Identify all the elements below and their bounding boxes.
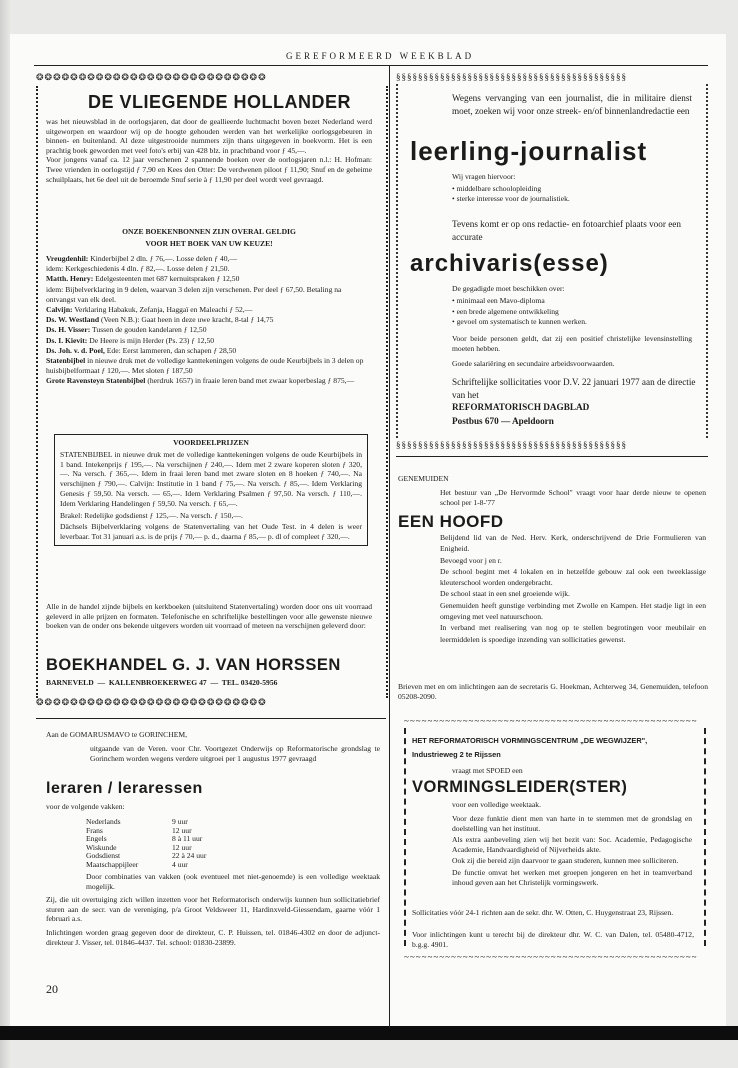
vak-name: Engels — [86, 834, 107, 844]
vliegende-intro: was het nieuwsblad in de oorlogsjaren, dat door de geallieerde luchtmacht boven bezet Nederland werd uitgeworpen en waardoor wij op de hoogte gehouden werden van het werkelijke oorlogsgebeuren in binnen- en buitenland. Al deze uitgestrooide nummers zijn thans uitgegeven in boekvorm. Het is een prachtig boek geworden met veel foto's erbij van 428 blz. in prachtband voor ƒ 45,—. — [46, 117, 372, 155]
book-entry — [46, 376, 372, 386]
ornament-border-top: ❂❂❂❂❂❂❂❂❂❂❂❂❂❂❂❂❂❂❂❂❂❂❂❂❂❂❂ — [36, 72, 267, 82]
book-entry — [46, 325, 372, 335]
genemuiden-brieven: Brieven met en om inlichtingen aan de secretaris G. Hoekman, Achterweg 34, Genemuiden, telefoon 05208-2090. — [398, 682, 708, 701]
voordeelprijzen-p1: STATENBIJBEL in nieuwe druk met de volledige kanttekeningen volgens de oude Keurbijbels in 1 band. Intekenprijs ƒ 195,—. Na verschijnen ƒ 240,—. Idem met 2 zware koperen sloten ƒ 320,—. Na versch. ƒ 365,—. Idem in fraai leren band met zware sloten en 8 hoeken ƒ 740,—. Na verschijnen ƒ 790,—. Calvijn: Institutie in 1 band ƒ 75,—. Na versch. ƒ 85,—. Idem Verklaring Genesis ƒ 59,50. Na versch. — 65,—. Idem Verklaring Psalmen ƒ 97,50. Na versch. ƒ 110,—. Idem Verklaring Handelingen ƒ 59,50. Na versch. ƒ 65,—. — [60, 449, 362, 508]
dash-border-left — [404, 728, 412, 946]
ornament-border-left — [36, 86, 44, 698]
wegwijzer-line: Voor deze funktie dient men van harte in te stemmen met de grondslag en doelstelling van het instituut. — [452, 814, 692, 833]
leerling-intro: Wegens vervanging van een journalist, die in militaire dienst moet, zoeken wij voor onze streek- en/of binnenlandredactie een — [452, 93, 692, 116]
leerling-vragen: Wij vragen hiervoor: — [452, 172, 516, 181]
wave-border-left — [396, 84, 406, 438]
voordeelprijzen-p3: Dächsels Bijbelverklaring volgens de Statenvertaling van het Oude Test. in 4 delen is weer leverbaar. Tot 31 januari a.s. is de prijs ƒ 70,— p. d., daarna ƒ 85,— p. dl of compleet ƒ 320,—. — [60, 522, 362, 542]
requirement-item: • sterke interesse voor de journalistiek. — [452, 194, 570, 204]
leerling-tevens: Tevens komt er op ons redactie- en fotoarchief plaats voor een accurate — [452, 219, 681, 242]
horssen-text: Alle in de handel zijnde bijbels en kerkboeken (uitsluitend Statenvertaling) worden door ons uit voorraad geleverd in alle prijzen en formaten. Telefonische en schriftelijke bestellingen voor alle gewenste nieuwe boeken van de onder ons bekende uitgevers worden uit voorraad of meteen na verschijnen geleverd door: — [46, 602, 372, 631]
scan-bottom-border — [0, 1026, 738, 1040]
genemuiden-line: Genemuiden heeft gunstige verbinding met Zwolle en Kampen. Het stadje ligt in een omgeving met veel natuurschoon. — [440, 600, 706, 622]
genemuiden-intro: Het bestuur van „De Hervormde School" vraagt voor haar derde nieuw te openen school per 1-8-'77 — [440, 488, 706, 507]
book-author: Grote Ravensteyn Statenbijbel — [46, 376, 146, 386]
voordeelprijzen-p2: Brakel: Redelijke godsdienst ƒ 125,—. Na versch. ƒ 150,—. — [60, 510, 243, 520]
book-author: Statenbijbel — [46, 356, 86, 366]
book-author: Ds. I. Kievit: — [46, 335, 88, 345]
wegwijzer-details — [452, 814, 692, 887]
boekenbonnen-notice — [46, 226, 372, 250]
book-entry — [46, 346, 372, 356]
book-text: (Veen N.B.): Gaat heen in deze uwe kracht, 8-tal ƒ 14,75 — [99, 315, 274, 325]
leerling-company: REFORMATORISCH DAGBLAD — [452, 402, 590, 412]
wave-border-right — [698, 84, 708, 438]
vak-name: Frans — [86, 825, 103, 835]
vak-name: Godsdienst — [86, 851, 121, 861]
horssen-address: BARNEVELD — KALLENBROEKERWEG 47 — TEL. 03420-5956 — [46, 678, 278, 687]
book-text: in nieuwe druk met de volledige kanttekeningen volgens de oude Keurbijbels in 3 delen op huisbijbelformaat ƒ 120,—. Met sloten ƒ 187,50 — [46, 356, 364, 376]
section-rule — [396, 456, 708, 457]
wegwijzer-heading: VORMINGSLEIDER(STER) — [412, 778, 628, 796]
vak-hours: 12 uur — [172, 842, 192, 852]
vak-hours: 4 uur — [172, 859, 188, 869]
book-entry — [46, 274, 372, 284]
archivaris-heading: archivaris(esse) — [410, 250, 609, 277]
voordeelprijzen-box — [54, 434, 368, 546]
leerling-voorkeur: Voor beide personen geldt, dat zij een positief christelijke levensinstelling moeten hebben. — [452, 334, 692, 353]
book-entry — [46, 285, 372, 305]
book-text: Edelgesteenten met 687 kernuitspraken ƒ 12,50 — [93, 274, 240, 284]
genemuiden-place: GENEMUIDEN — [398, 474, 449, 483]
book-text: idem: Kerkgeschiedenis 4 dln. ƒ 82,—. Losse delen ƒ 21,50. — [46, 264, 230, 274]
book-text: Tussen de gouden kandelaren ƒ 12,50 — [90, 325, 207, 335]
book-author: Vreugdenhil: — [46, 254, 89, 263]
ornament-border-bottom: ❂❂❂❂❂❂❂❂❂❂❂❂❂❂❂❂❂❂❂❂❂❂❂❂❂❂❂ — [36, 697, 267, 707]
book-entry — [46, 305, 372, 315]
vak-hours: 12 uur — [172, 825, 192, 835]
book-author: Ds. Joh. v. d. Poel, — [46, 345, 105, 355]
boekenbonnen-line-2: VOOR HET BOEK VAN UW KEUZE! — [145, 239, 273, 248]
vakken-table — [86, 818, 206, 870]
gomarus-line-2: uitgaande van de Veren. voor Chr. Voortgezet Onderwijs op Reformatorische grondslag te Gorinchem worden wegens verdere uitgroei per 1 augustus 1977 gevraagd — [90, 744, 380, 763]
vak-name: Maatschappijleer — [86, 859, 139, 869]
wegwijzer-line: Ook zij die bereid zijn daarvoor te gaan studeren, kunnen mee solliciteren. — [452, 856, 679, 866]
leerling-schriftelijk: Schriftelijke sollicitaties voor D.V. 22 januari 1977 aan de directie van het — [452, 377, 696, 400]
wegwijzer-line: Als extra aanbeveling zien wij het bezit van: Soc. Academie, Pedagogische Academie, Handvaardigheid of Nijverheids akte. — [452, 835, 692, 854]
vliegende-hollander-title: DE VLIEGENDE HOLLANDER — [88, 92, 352, 112]
wegwijzer-address: Industrieweg 2 te Rijssen — [412, 750, 501, 759]
wegwijzer-org: HET REFORMATORISCH VORMINGSCENTRUM „DE WEGWIJZER", — [412, 736, 648, 745]
dash-border-right — [698, 728, 706, 946]
book-text: (herdruk 1657) in fraaie leren band met zwaar koperbeslag ƒ 875,— — [145, 376, 355, 386]
section-rule — [36, 718, 386, 719]
wegwijzer-inlichtingen: Voor inlichtingen kunt u terecht bij de direkteur dhr. W. C. van Dalen, tel. 05480-4712, b.g.g. 4901. — [412, 930, 694, 949]
requirement-item: • gevoel om systematisch te kunnen werken. — [452, 317, 587, 328]
book-list — [46, 254, 372, 387]
genemuiden-line: Belijdend lid van de Ned. Herv. Kerk, onderschrijvend de Drie Formulieren van Enigheid. — [440, 533, 706, 554]
genemuiden-line: In verband met realisering van nog op te stellen begrotingen voor meubilair en leermiddelen is spoedige inzending van sollicitaties gewenst. — [440, 623, 706, 644]
vliegende-intro-2: Voor jongens vanaf ca. 12 jaar verschenen 2 spannende boeken over de oorlogsjaren n.l.: H. Hofman: Twee vrienden in oorlogstijd ƒ 7,90 en Kees den Otter: De verdwenen piloot ƒ 11,90; Snuf en de geheime schuilplaats, het 6e deel uit de beroemde Snuf serie à ƒ 11,90 per deel wordt veel gevraagd. — [46, 155, 372, 184]
wegwijzer-weektaak: voor een volledige weektaak. — [452, 800, 541, 809]
wegwijzer-vraagt: vraagt met SPOED een — [452, 766, 523, 775]
gomarus-sollicitatie: Zij, die uit overtuiging zich willen inzetten voor het Reformatorisch onderwijs kunnen hun sollicitatiebrief sturen aan de secr. van de vereniging, p/a Groot Veldsweer 11, Hardinxveld-Giessendam, gaarne vóór 1 februari a.s. — [46, 895, 380, 924]
archivaris-requirements — [452, 296, 587, 328]
wegwijzer-line: De functie omvat het werken met groepen jongeren en het in teamverband inhoud geven aan het Christelijk vormingswerk. — [452, 867, 692, 887]
genemuiden-heading: EEN HOOFD — [398, 512, 504, 531]
wave-border-top: §§§§§§§§§§§§§§§§§§§§§§§§§§§§§§§§§§§§§§§§§§ — [396, 72, 627, 82]
book-author: Matth. Henry: — [46, 274, 94, 284]
genemuiden-line: De school staat in een snel groeiende wijk. — [440, 589, 570, 599]
book-author: Calvijn: — [46, 305, 73, 315]
page-number: 20 — [46, 982, 58, 996]
gomarus-vakken-intro: voor de volgende vakken: — [46, 802, 125, 811]
vak-hours: 9 uur — [172, 817, 188, 826]
requirement-item: • minimaal een Mavo-diploma — [452, 296, 587, 307]
gomarus-inlichtingen: Inlichtingen worden graag gegeven door de direkteur, C. P. Huissen, tel. 01846-4302 en door de adjunct-direkteur J. Visser, tel. 01846-4437. Tel. school: 01830-23899. — [46, 928, 380, 947]
ornament-border-right — [380, 86, 388, 698]
book-text: De Heere is mijn Herder (Ps. 23) ƒ 12,50 — [87, 335, 215, 345]
book-text: Kinderbijbel 2 dln. ƒ 76,—. Losse delen ƒ 40,— — [88, 254, 238, 263]
gomarus-combinaties: Door combinaties van vakken (ook eventueel met niet-genoemde) is een volledige weektaak mogelijk. — [86, 872, 380, 891]
genemuiden-line: Bevoegd voor j en r. — [440, 555, 502, 565]
boekenbonnen-line-1: ONZE BOEKENBONNEN ZIJN OVERAL GELDIG — [122, 227, 296, 236]
book-entry — [46, 264, 372, 274]
book-author: Ds. W. Westland — [46, 315, 100, 325]
horssen-shop-name: BOEKHANDEL G. J. VAN HORSSEN — [46, 656, 341, 674]
book-text: idem: Bijbelverklaring in 9 delen, waarvan 3 delen zijn verschenen. Per deel ƒ 67,50. Betaling na ontvangst van elk deel. — [46, 284, 342, 304]
leerling-postbus: Postbus 670 — Apeldoorn — [452, 416, 554, 426]
gomarus-line-1: Aan de GOMARUSMAVO te GORINCHEM, — [46, 730, 187, 739]
leerling-heading: leerling-journalist — [410, 136, 648, 166]
column-divider — [389, 66, 390, 1028]
leerling-salaris: Goede salariëring en secundaire arbeidsvoorwaarden. — [452, 359, 615, 368]
archivaris-beschikken: De gegadigde moet beschikken over: — [452, 284, 565, 293]
vak-hours: 22 à 24 uur — [172, 851, 207, 861]
vak-hours: 8 à 11 uur — [172, 834, 203, 844]
publication-header: GEREFORMEERD WEEKBLAD — [286, 51, 475, 61]
leerling-requirements — [452, 184, 570, 203]
dash-border-bottom: ~~~~~~~~~~~~~~~~~~~~~~~~~~~~~~~~~~~~~~~~~~~~~~~~~~ — [404, 952, 698, 962]
book-entry — [46, 356, 372, 376]
book-author: Ds. H. Visser: — [46, 325, 91, 335]
vak-name: Nederlands — [86, 817, 121, 826]
book-text: Verklaring Habakuk, Zefanja, Haggaï en Maleachi ƒ 52,— — [72, 305, 253, 315]
requirement-item: • middelbare schoolopleiding — [452, 184, 570, 194]
voordeelprijzen-title: VOORDEELPRIJZEN — [173, 438, 249, 447]
book-entry — [46, 336, 372, 346]
vliegende-body — [46, 117, 372, 184]
gomarus-heading: leraren / leraressen — [46, 780, 203, 797]
wegwijzer-sollicitaties: Sollicitaties vóór 24-1 richten aan de sekr. dhr. W. Otten, C. Huygenstraat 23, Rijssen. — [412, 908, 674, 917]
genemuiden-line: De school begint met 4 lokalen en in hetzelfde gebouw zal ook een tweeklassige kleuterschool worden ondergebracht. — [440, 566, 706, 588]
requirement-item: • een brede algemene ontwikkeling — [452, 307, 587, 318]
book-text: Ede: Eerst lammeren, dan schapen ƒ 28,50 — [104, 345, 237, 355]
wave-border-bottom: §§§§§§§§§§§§§§§§§§§§§§§§§§§§§§§§§§§§§§§§§§ — [396, 440, 627, 450]
vak-name: Wiskunde — [86, 842, 117, 852]
book-entry — [46, 254, 372, 264]
header-rule — [34, 65, 708, 66]
book-entry — [46, 315, 372, 325]
dash-border-top: ~~~~~~~~~~~~~~~~~~~~~~~~~~~~~~~~~~~~~~~~~~~~~~~~~~ — [404, 716, 698, 726]
genemuiden-details — [440, 532, 706, 645]
